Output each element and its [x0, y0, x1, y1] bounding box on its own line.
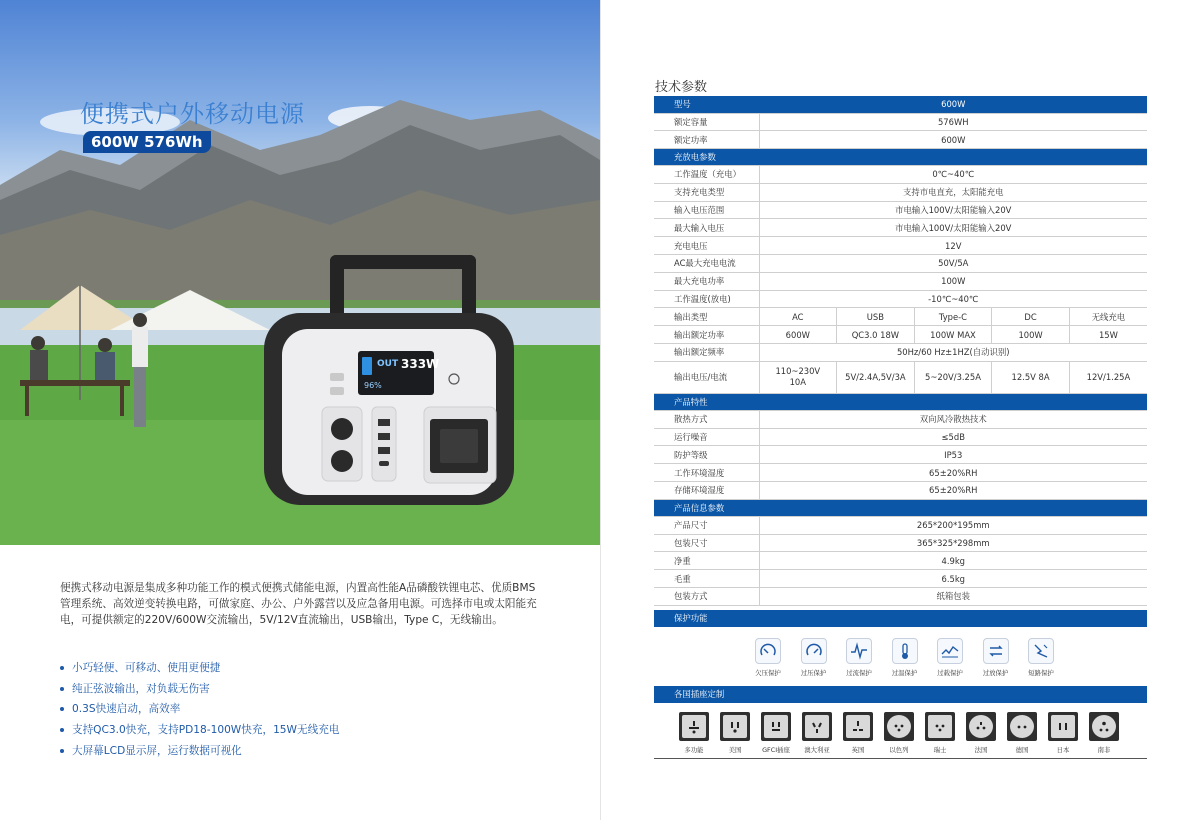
- de-socket-icon: [1007, 712, 1037, 741]
- spec-label: 包装尺寸: [654, 534, 759, 552]
- spec-cell: 15W: [1069, 326, 1147, 344]
- protection-item: [889, 638, 921, 677]
- plug-label: 南非: [1097, 746, 1111, 754]
- protection-label: 过放保护: [982, 669, 1009, 677]
- protection-label: 过压保护: [800, 669, 827, 677]
- spec-cell: 5~20V/3.25A: [914, 361, 992, 393]
- protection-item: [980, 638, 1012, 677]
- spec-value: 12V: [759, 237, 1147, 255]
- spec-label: 最大输入电压: [654, 219, 759, 237]
- multi-socket-icon: [679, 712, 709, 741]
- spec-cell: USB: [837, 308, 915, 326]
- plug-item: [1088, 712, 1120, 754]
- plug-label: 美国: [728, 746, 742, 754]
- spec-label: 最大充电功率: [654, 272, 759, 290]
- spec-table: [654, 96, 1147, 606]
- table-row: [654, 131, 1147, 149]
- table-row: [654, 516, 1147, 534]
- protection-item: [798, 638, 830, 677]
- section-header-label: 产品特性: [654, 393, 1147, 410]
- fr-socket-icon: [966, 712, 996, 741]
- capacity-badge: 600W 576Wh: [83, 131, 211, 153]
- spec-label: 包装方式: [654, 588, 759, 606]
- spec-value: ≤5dB: [759, 428, 1147, 446]
- plug-label: 澳大利亚: [804, 746, 830, 754]
- spec-value: 市电输入100V/太阳能输入20V: [759, 219, 1147, 237]
- discharge-icon: [983, 638, 1009, 664]
- feature-item: 大屏幕LCD显示屏，运行数据可视化: [60, 741, 339, 762]
- spec-label: 输入电压范围: [654, 201, 759, 219]
- page-spine: [600, 0, 601, 820]
- spec-cell: 100W: [992, 326, 1070, 344]
- plug-item: [1006, 712, 1038, 754]
- protection-item: [843, 638, 875, 677]
- spec-value: IP53: [759, 446, 1147, 464]
- plug-label: 德国: [1015, 746, 1029, 754]
- plug-item: [719, 712, 751, 754]
- table-row: [654, 183, 1147, 201]
- table-row: [654, 290, 1147, 308]
- spec-value: 50Hz/60 Hz±1HZ(自动识别): [759, 344, 1147, 362]
- table-row-model: [654, 96, 1147, 113]
- table-row: [654, 482, 1147, 500]
- spec-value: 纸箱包装: [759, 588, 1147, 606]
- spec-label: 防护等级: [654, 446, 759, 464]
- current-wave-icon: [846, 638, 872, 664]
- section-header-label: 充放电参数: [654, 149, 1147, 166]
- spec-label: 工作环境湿度: [654, 464, 759, 482]
- table-row: [654, 113, 1147, 131]
- plug-item: [1047, 712, 1079, 754]
- gauge-low-icon: [755, 638, 781, 664]
- protection-item: [752, 638, 784, 677]
- feature-list: [60, 658, 339, 761]
- plug-label: 多功能: [684, 746, 704, 754]
- il-socket-icon: [884, 712, 914, 741]
- spec-cell: DC: [992, 308, 1070, 326]
- spec-value: 365*325*298mm: [759, 534, 1147, 552]
- plug-label: 瑞士: [933, 746, 947, 754]
- plug-item: [965, 712, 997, 754]
- plug-label: GFCI插座: [762, 746, 790, 754]
- spec-label: 输出额定功率: [654, 326, 759, 344]
- spec-label: 工作温度（充电）: [654, 166, 759, 184]
- au-socket-icon: [802, 712, 832, 741]
- spec-section-title: 技术参数: [655, 80, 708, 95]
- thermometer-icon: [892, 638, 918, 664]
- spec-label: 散热方式: [654, 410, 759, 428]
- table-row-output-power: [654, 326, 1147, 344]
- plug-label: 以色列: [889, 746, 909, 754]
- gfci-socket-icon: [761, 712, 791, 741]
- table-row: [654, 237, 1147, 255]
- product-intro: 便携式移动电源是集成多种功能工作的模式便携式储能电源，内置高性能A品磷酸铁锂电芯、优质BMS管理系统、高效逆变转换电路，可做家庭、办公、户外露营以及应急备用电源。可选择市电或太阳能充电，可提供额定的220V/600W交流输出，5V/12V直流输出，USB输出，Type C，无线输出。: [60, 582, 537, 626]
- spec-label: 工作温度(放电): [654, 290, 759, 308]
- section-header-features: [654, 393, 1147, 410]
- spec-value: 6.5kg: [759, 570, 1147, 588]
- feature-item: 纯正弦波输出，对负载无伤害: [60, 679, 339, 700]
- spec-label: 输出类型: [654, 308, 759, 326]
- spec-value: 65±20%RH: [759, 482, 1147, 500]
- feature-item: 小巧轻便、可移动、使用更便捷: [60, 658, 339, 679]
- spec-value: -10℃~40℃: [759, 290, 1147, 308]
- spec-cell: AC: [759, 308, 837, 326]
- spec-cell: 110~230V 10A: [759, 361, 837, 393]
- spec-label: AC最大充电电流: [654, 255, 759, 273]
- table-row: [654, 464, 1147, 482]
- plug-label: 英国: [851, 746, 865, 754]
- spec-value: 65±20%RH: [759, 464, 1147, 482]
- table-row-output-voltage: [654, 361, 1147, 393]
- spec-value: 100W: [759, 272, 1147, 290]
- section-header-info: [654, 499, 1147, 516]
- spec-label: 型号: [654, 96, 759, 113]
- table-row: [654, 428, 1147, 446]
- table-row: [654, 552, 1147, 570]
- load-wave-icon: [937, 638, 963, 664]
- hero-title: 便携式户外移动电源: [80, 100, 305, 128]
- spec-label: 净重: [654, 552, 759, 570]
- table-row: [654, 534, 1147, 552]
- section-header-label: 产品信息参数: [654, 499, 1147, 516]
- short-circuit-icon: [1028, 638, 1054, 664]
- spec-value: 市电输入100V/太阳能输入20V: [759, 201, 1147, 219]
- table-row: [654, 272, 1147, 290]
- plug-types: [678, 712, 1120, 754]
- spec-label: 额定容量: [654, 113, 759, 131]
- protection-label: 过温保护: [891, 669, 918, 677]
- spec-label: 额定功率: [654, 131, 759, 149]
- spec-value: 576WH: [759, 113, 1147, 131]
- table-row: [654, 201, 1147, 219]
- section-header-charge: [654, 149, 1147, 166]
- spec-value: 600W: [759, 131, 1147, 149]
- spec-cell: 无线充电: [1069, 308, 1147, 326]
- lcd-watts: 333W: [401, 357, 440, 371]
- spec-label: 支持充电类型: [654, 183, 759, 201]
- table-row: [654, 446, 1147, 464]
- plug-label: 日本: [1056, 746, 1070, 754]
- spec-cell: 12.5V 8A: [992, 361, 1070, 393]
- spec-value: 265*200*195mm: [759, 516, 1147, 534]
- section-header-protection: 保护功能: [654, 610, 1147, 627]
- table-row: [654, 344, 1147, 362]
- plug-item: [801, 712, 833, 754]
- plug-item: [883, 712, 915, 754]
- uk-socket-icon: [843, 712, 873, 741]
- protection-label: 过流保护: [846, 669, 872, 677]
- lcd-percent: 96%: [364, 381, 382, 390]
- spec-value: 0℃~40℃: [759, 166, 1147, 184]
- table-row: [654, 588, 1147, 606]
- spec-label: 存储环境湿度: [654, 482, 759, 500]
- spec-label: 毛重: [654, 570, 759, 588]
- za-socket-icon: [1089, 712, 1119, 741]
- bottom-divider: [654, 758, 1147, 759]
- ch-socket-icon: [925, 712, 955, 741]
- table-row: [654, 255, 1147, 273]
- jp-socket-icon: [1048, 712, 1078, 741]
- protection-icons: [752, 638, 1057, 677]
- spec-label: 充电电压: [654, 237, 759, 255]
- spec-label: 产品尺寸: [654, 516, 759, 534]
- us-socket-icon: [720, 712, 750, 741]
- gauge-high-icon: [801, 638, 827, 664]
- plug-label: 法国: [974, 746, 988, 754]
- spec-value: 支持市电直充，太阳能充电: [759, 183, 1147, 201]
- spec-value: 4.9kg: [759, 552, 1147, 570]
- protection-label: 欠压保护: [755, 669, 781, 677]
- feature-item: 支持QC3.0快充，支持PD18-100W快充，15W无线充电: [60, 720, 339, 741]
- spec-label: 输出电压/电流: [654, 361, 759, 393]
- table-row: [654, 166, 1147, 184]
- table-row: [654, 570, 1147, 588]
- spec-value: 双向风冷散热技术: [759, 410, 1147, 428]
- spec-cell: 5V/2.4A,5V/3A: [837, 361, 915, 393]
- feature-item: 0.3S快速启动，高效率: [60, 699, 339, 720]
- plug-item: [760, 712, 792, 754]
- table-row: [654, 410, 1147, 428]
- table-row-output-type: [654, 308, 1147, 326]
- protection-label: 过载保护: [937, 669, 963, 677]
- spec-value: 600W: [759, 96, 1147, 113]
- spec-label: 运行噪音: [654, 428, 759, 446]
- hero-photo: [0, 0, 600, 545]
- protection-item: [1025, 638, 1057, 677]
- spec-cell: 100W MAX: [914, 326, 992, 344]
- table-row: [654, 219, 1147, 237]
- spec-label: 输出额定频率: [654, 344, 759, 362]
- plug-item: [678, 712, 710, 754]
- plug-item: [842, 712, 874, 754]
- spec-cell: 12V/1.25A: [1069, 361, 1147, 393]
- lcd-out-label: OUT: [377, 359, 399, 369]
- protection-item: [934, 638, 966, 677]
- spec-value: 50V/5A: [759, 255, 1147, 273]
- plug-item: [924, 712, 956, 754]
- spec-cell: 600W: [759, 326, 837, 344]
- spec-cell: Type-C: [914, 308, 992, 326]
- section-header-plugs: 各国插座定制: [654, 686, 1147, 703]
- protection-label: 短路保护: [1028, 669, 1054, 677]
- power-station-device: [264, 255, 514, 505]
- spec-cell: QC3.0 18W: [837, 326, 915, 344]
